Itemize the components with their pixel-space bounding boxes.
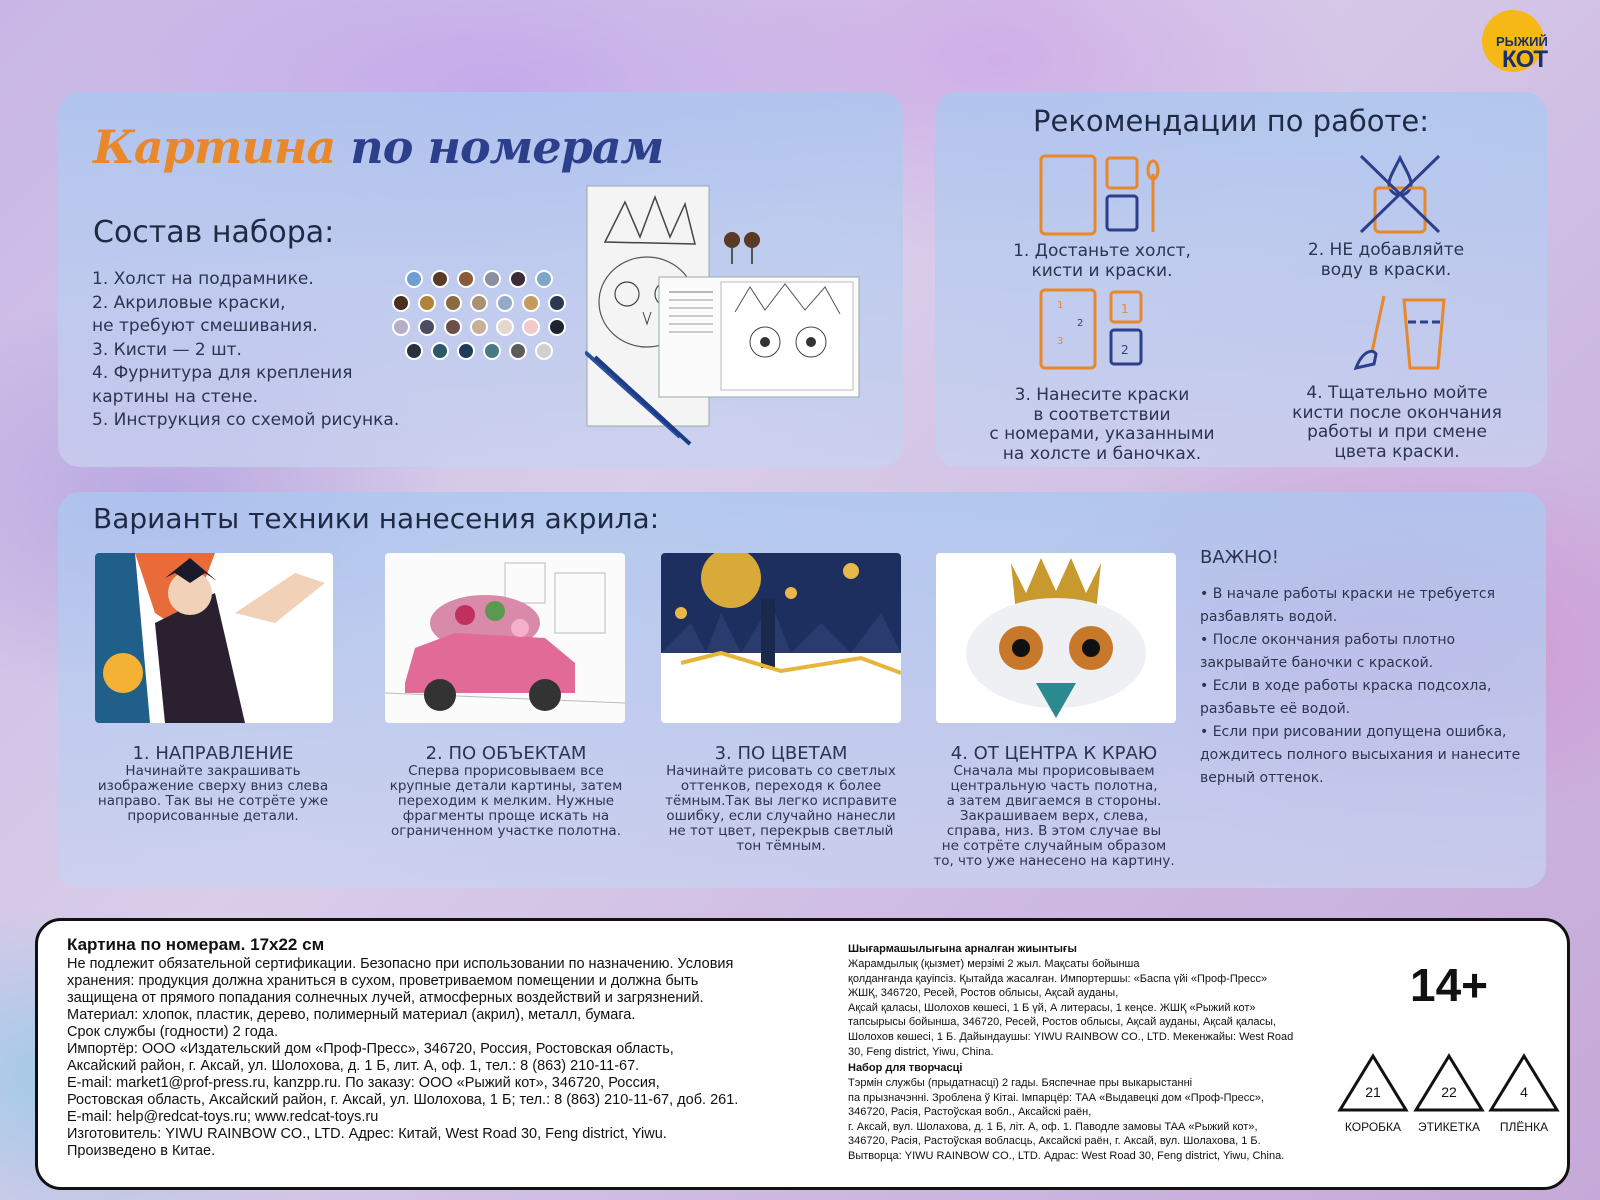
paint-pot [457,342,475,360]
rec-step-1: 1. Достаньте холст, кисти и краски. [1013,241,1191,281]
technique-image-center [936,553,1176,723]
paint-pot [522,294,540,312]
paint-pot [548,294,566,312]
recycle-label-sticker [1412,1052,1486,1134]
paint-pot [457,270,475,288]
paint-pot [431,342,449,360]
paint-pot [392,294,410,312]
paint-pot [405,270,423,288]
techniques-heading: Варианты техники нанесения акрила: [93,502,660,535]
paint-pot [535,270,553,288]
kit-item: не требуют смешивания. [92,316,318,336]
paint-pot [483,342,501,360]
recycle-triangle-icon [1336,1052,1410,1114]
recycle-triangle-icon [1487,1052,1561,1114]
technique-title: 1. НАПРАВЛЕНИЕ [132,743,294,764]
icon-number: 1 [1057,300,1064,311]
technique-image-direction [95,553,333,723]
paint-pot [535,342,553,360]
numbered-canvas-paints-icon [1035,286,1155,371]
important-note-line: разбавьте её водой. [1200,701,1351,717]
product-title-part2: по номерам [350,120,664,174]
technique-description: Начинайте рисовать со светлых оттенков, переходя к более тёмным.Так вы легко исправите ошибку, если случайно нанесли не тот цвет, перекрыв светлый тон тёмным. [665,763,897,854]
recycle-label: ПЛЁНКА [1499,1120,1549,1134]
age-rating: 14+ [1410,959,1489,1011]
kit-item: 5. Инструкция со схемой рисунка. [92,410,400,430]
recommendations-heading: Рекомендации по работе: [1033,104,1429,138]
product-info-belarusian: Тэрмін службы (прыдатнасці) 2 гады. Бяспечнае пры выкарыстанні па прызначэнні. Зроблена ў Кітаі. Імпарцёр: ТАА «Выдавецкі дом «Проф-Пресс», 346720, Расія, Растоўская вобл., Аксайскі раён, г. Аксай, вул. Шолахова, д. 1 Б, літ. А, оф. 1. Паводле замовы ТАА «Рыжий кот», 346720, Расія, Растоўская вобласць, Аксайскі раён, г. Аксай, вул. Шолахова, 1 Б. Вытворца: YIWU RAINBOW CO., LTD. Адрас: West Road 30, Feng district, Yiwu, China. [848,1077,1285,1162]
kit-item: 2. Акриловые краски, [92,292,286,313]
paint-pot [548,318,566,336]
technique-title: 2. ПО ОБЪЕКТАМ [425,743,587,764]
recycle-label: ЭТИКЕТКА [1418,1120,1480,1134]
product-info-title: Картина по номерам. 17х22 см [67,935,325,954]
important-note-line: дождитесь полного высыхания и нанесите [1200,747,1521,763]
paint-pot [509,270,527,288]
logo-line1: РЫЖИЙ [1496,34,1548,49]
paint-pot [418,318,436,336]
paint-pot [509,342,527,360]
kit-heading: Состав набора: [93,215,335,250]
no-water-icon [1355,152,1445,237]
recycle-triangle-icon [1412,1052,1486,1114]
canvas-and-brushes-illustration [585,182,875,452]
important-note-line: закрывайте баночки с краской. [1200,655,1434,671]
paint-pot [496,294,514,312]
recycle-code: 4 [1520,1084,1528,1100]
wash-brush-icon [1352,290,1452,375]
paint-pots-illustration [392,270,576,370]
product-info-kazakh-title: Шығармашылығына арналған жиынтығы [848,943,1077,955]
important-note-line: верный оттенок. [1200,770,1324,786]
technique-description: Начинайте закрашивать изображение сверху вниз слева направо. Так вы не сотрёте уже прорисованные детали. [97,763,329,824]
product-info-belarusian-title: Набор для творчасці [848,1062,963,1074]
recycle-film [1487,1052,1561,1134]
product-title-part1: Картина [93,120,336,174]
important-note-line: • В начале работы краски не требуется [1200,586,1495,602]
paint-pot [496,318,514,336]
kit-item: 3. Кисти — 2 шт. [92,339,242,360]
paint-pot [470,318,488,336]
icon-number: 2 [1077,318,1084,329]
product-title [93,120,663,174]
paint-pot [444,294,462,312]
icon-number: 1 [1121,302,1129,316]
important-notes [1200,583,1525,790]
rec-step-4: 4. Тщательно мойте кисти после окончания работы и при смене цвета краски. [1292,383,1502,462]
rec-step-3: 3. Нанесите краски в соответствии с номерами, указанными на холсте и баночках. [989,385,1215,464]
recycle-box [1336,1052,1410,1134]
kit-item: 1. Холст на подрамнике. [92,269,314,289]
kit-list [92,268,399,433]
important-note-line: • После окончания работы плотно [1200,632,1456,648]
important-heading: ВАЖНО! [1200,547,1279,568]
product-info-russian: Не подлежит обязательной сертификации. Безопасно при использовании по назначению. Условия хранения: продукция должна храниться в сухом, проветриваемом помещении и должна быть защищена от прямого попадания солнечных лучей, атмосферных воздействий и загрязнений. Материал: хлопок, пластик, дерево, полимерный материал (акрил), металл, бумага. Срок службы (годности) 2 года. Импортёр: ООО «Издательский дом «Проф-Пресс», 346720, Россия, Ростовская область, Аксайский район, г. Аксай, ул. Шолохова, д. 1 Б, лит. А, оф. 1, тел.: 8 (863) 210-11-67. E-mail: market1@prof-press.ru, kanzpp.ru. По заказу: ООО «Рыжий кот», 346720, Россия, Ростовская область, Аксайский район, г. Аксай, ул. Шолохова, 1 Б; тел.: 8 (863) 210-11-67, доб. 261. E-mail: help@redcat-toys.ru; www.redcat-toys.ru Изготовитель: YIWU RAINBOW CO., LTD. Адрес: Китай, West Road 30, Feng district, Yiwu. Произведено в Китае. [67,956,739,1159]
important-note-line: • Если в ходе работы краска подсохла, [1200,678,1492,694]
technique-description: Сперва прорисовываем все крупные детали картины, затем переходим к мелким. Нужные фрагменты проще искать на ограниченном участке полотна. [389,763,623,839]
paint-pot [444,318,462,336]
technique-title: 3. ПО ЦВЕТАМ [714,743,848,764]
recycle-code: 22 [1441,1084,1457,1100]
technique-description: Сначала мы прорисовываем центральную часть полотна, а затем двигаемся в стороны. Закрашиваем верх, слева, справа, низ. В этом случае вы не сотрёте случайным образом то, что уже нанесено на картину. [933,763,1175,869]
important-note-line: • Если при рисовании допущена ошибка, [1200,724,1507,740]
recycle-code: 21 [1365,1084,1381,1100]
paint-pot [392,318,410,336]
technique-image-objects [385,553,625,723]
canvas-paints-brush-icon [1035,152,1170,240]
paint-pot [483,270,501,288]
paint-pot [405,342,423,360]
rec-step-2: 2. НЕ добавляйте воду в краски. [1307,240,1465,280]
paint-pot [418,294,436,312]
product-info-kazakh: Жарамдылық (қызмет) мерзімі 2 жыл. Мақсаты бойынша қолданғанда қауіпсіз. Қытайда жасалған. Импортершы: «Баспа үйі «Проф-Пресс» ЖШҚ, 346720, Ресей, Ростов облысы, Ақсай ауданы, Ақсай қаласы, Шолохов көшесі, 1 Б үй, А литерасы, 1 кеңсе. ЖШҚ «Рыжий кот» тапсырысы бойынша, 346720, Ресей, Ростов облысы, Ақсай ауданы, Ақсай қаласы, Шолохов көшесі, 1 Б. Дайындаушы: YIWU RAINBOW CO., LTD. Мекенжайы: West Road 30, Feng district, Yiwu, China. [848,958,1294,1058]
technique-image-colors [661,553,901,723]
paint-pot [522,318,540,336]
brand-logo [1478,6,1552,76]
important-note-line: разбавлять водой. [1200,609,1338,625]
icon-number: 3 [1057,336,1064,347]
kit-item: картины на стене. [92,386,258,407]
recycle-label: КОРОБКА [1344,1120,1402,1134]
paint-pot [431,270,449,288]
kit-item: 4. Фурнитура для крепления [92,363,353,383]
logo-line2: КОТ [1502,46,1547,73]
icon-number: 2 [1121,343,1129,357]
paint-pot [470,294,488,312]
technique-title: 4. ОТ ЦЕНТРА К КРАЮ [950,743,1158,764]
